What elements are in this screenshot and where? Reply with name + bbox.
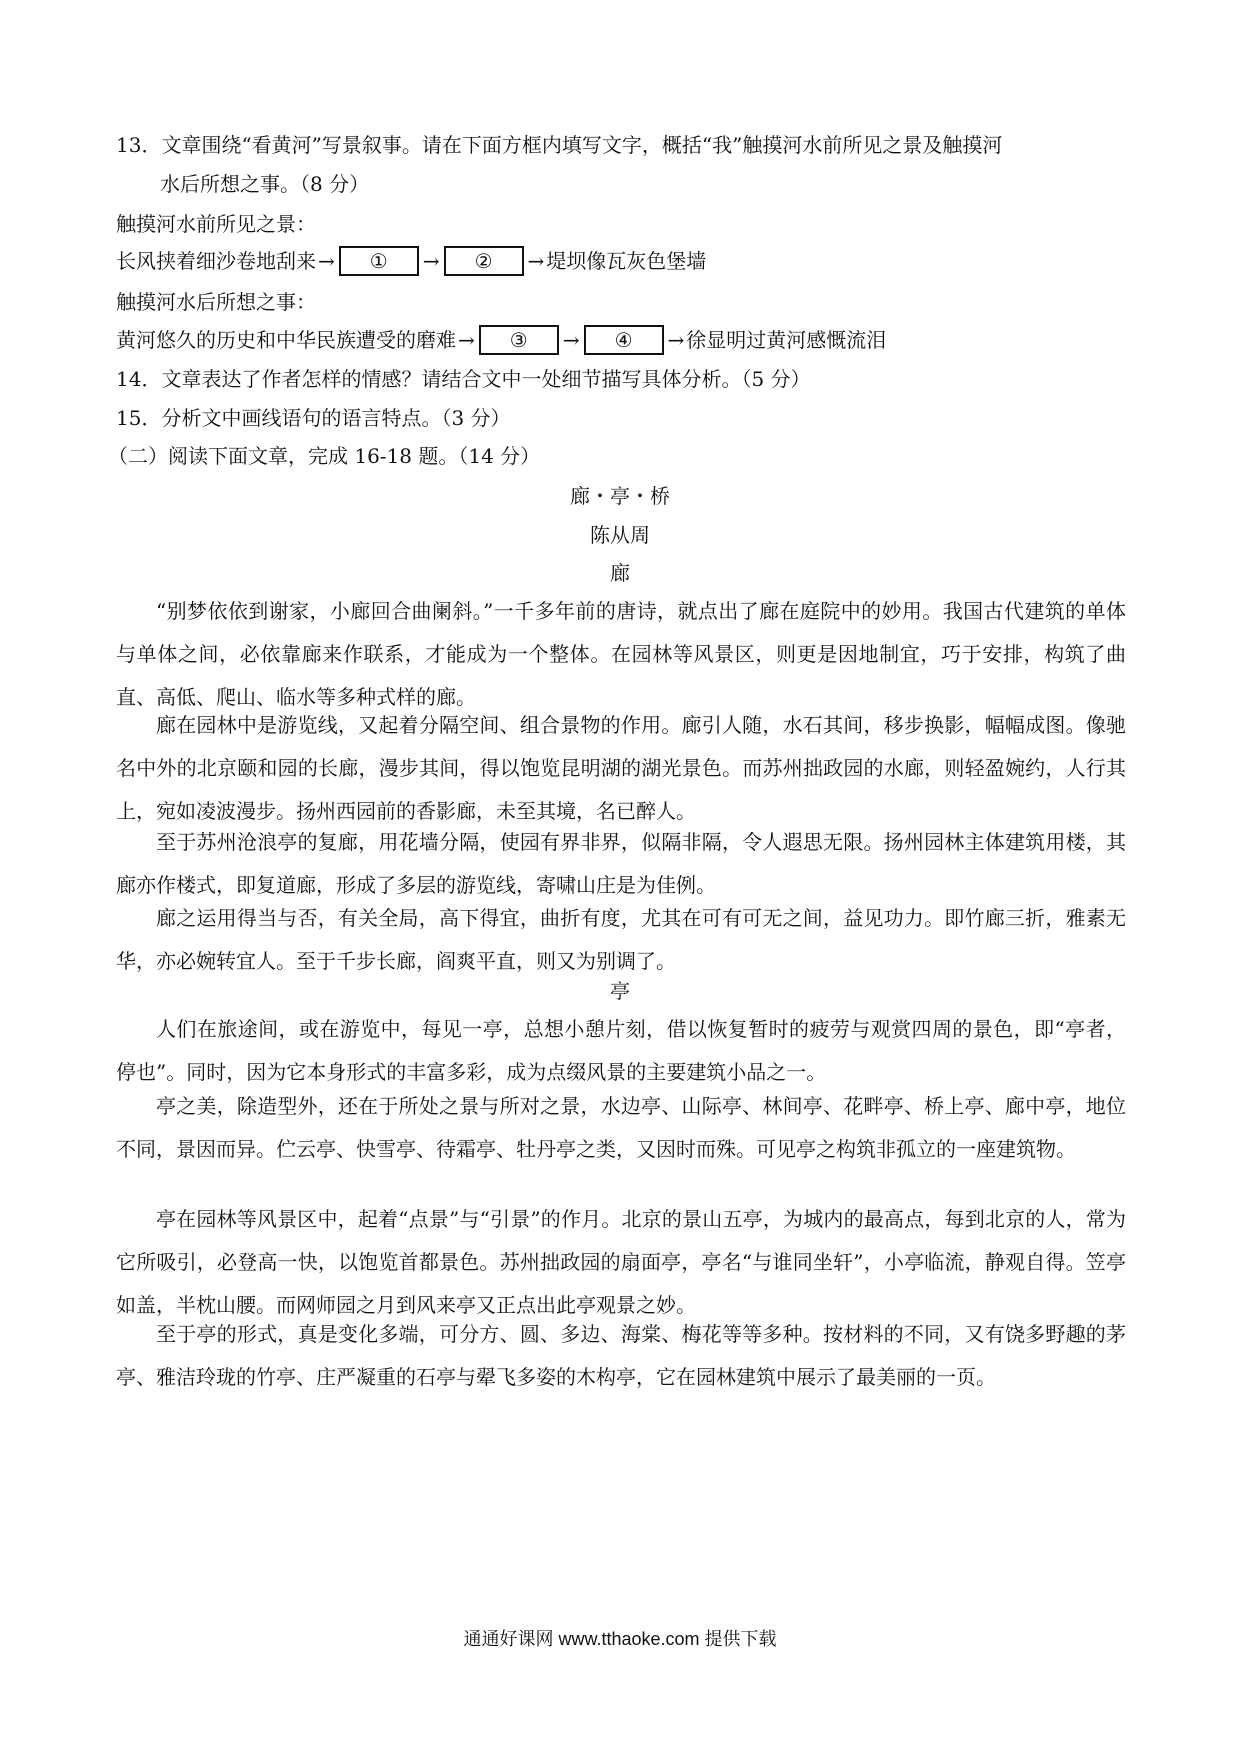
arrow-icon: → — [667, 328, 685, 352]
section2-heading: （二）阅读下面文章，完成 16-18 题。（14 分） — [108, 444, 541, 468]
thought-flow-diagram — [116, 325, 886, 355]
ting-para-1: 人们在旅途间，或在游览中，每见一亭，总想小憩片刻，借以恢复暂时的疲劳与观赏四周的景色，即“亭者，停也”。同时，因为它本身形式的丰富多彩，成为点缀风景的主要建筑小品之一。 — [116, 1017, 1126, 1084]
ting-para-2: 亭之美，除造型外，还在于所处之景与所对之景，水边亭、山际亭、林间亭、花畔亭、桥上亭、廊中亭，地位不同，景因而异。伫云亭、快雪亭、待霜亭、牡丹亭之类，又因时而殊。可见亭之构筑非孤立的一座建筑物。 — [116, 1094, 1126, 1161]
answer-box-3: ③ — [479, 325, 559, 355]
answer-box-1: ① — [339, 246, 419, 276]
ting-para-4: 至于亭的形式，真是变化多端，可分方、圆、多边、海棠、梅花等等多种。按材料的不同，又有饶多野趣的茅亭、雅洁玲珑的竹亭、庄严凝重的石亭与翚飞多姿的木构亭，它在园林建筑中展示了最美丽的一页。 — [116, 1322, 1126, 1389]
seen-flow-end: 堤坝像瓦灰色堡墙 — [546, 249, 707, 273]
answer-box-2: ② — [444, 246, 524, 276]
page-footer: 通通好课网 www.tthaoke.com 提供下载 — [463, 1629, 777, 1649]
article-title: 廊・亭・桥 — [570, 484, 670, 508]
arrow-icon: → — [422, 249, 440, 273]
q13-seen-label: 触摸河水前所见之景： — [116, 212, 316, 236]
q13-line1: 13．文章围绕“看黄河”写景叙事。请在下面方框内填写文字，概括“我”触摸河水前所见之景及触摸河 — [116, 133, 1003, 157]
lang-para-2: 廊在园林中是游览线，又起着分隔空间、组合景物的作用。廊引人随，水石其间，移步换影，幅幅成图。像驰名中外的北京颐和园的长廊，漫步其间，得以饱览昆明湖的湖光景色。而苏州拙政园的水廊，则轻盈婉约，人行其上，宛如凌波漫步。扬州西园前的香影廊，未至其境，名已醉人。 — [116, 713, 1126, 823]
arrow-icon: → — [527, 249, 545, 273]
thought-flow-start: 黄河悠久的历史和中华民族遭受的磨难 — [116, 328, 456, 352]
q14-text: 14．文章表达了作者怎样的情感？请结合文中一处细节描写具体分析。（5 分） — [116, 367, 811, 391]
ting-para-3: 亭在园林等风景区中，起着“点景”与“引景”的作月。北京的景山五亭，为城内的最高点，每到北京的人，常为它所吸引，必登高一快，以饱览首都景色。苏州拙政园的扇面亭，亭名“与谁同坐轩”，小亭临流，静观自得。笠亭如盖，半枕山腰。而网师园之月到风来亭又正点出此亭观景之妙。 — [116, 1207, 1126, 1317]
heading-ting: 亭 — [610, 979, 630, 1003]
seen-flow-diagram — [116, 246, 706, 276]
arrow-icon: → — [318, 249, 335, 273]
q13-thought-label: 触摸河水后所想之事： — [116, 290, 316, 314]
answer-box-4: ④ — [584, 325, 664, 355]
seen-flow-start: 长风挟着细沙卷地刮来 — [116, 249, 316, 273]
q15-text: 15．分析文中画线语句的语言特点。（3 分） — [116, 406, 511, 430]
thought-flow-end: 徐显明过黄河感慨流泪 — [686, 328, 887, 352]
lang-para-1: “别梦依依到谢家，小廊回合曲阑斜。”一千多年前的唐诗，就点出了廊在庭院中的妙用。我国古代建筑的单体与单体之间，必依靠廊来作联系，才能成为一个整体。在园林等风景区，则更是因地制宜，巧于安排，构筑了曲直、高低、爬山、临水等多种式样的廊。 — [116, 599, 1126, 709]
lang-para-4: 廊之运用得当与否，有关全局，高下得宜，曲折有度，尤其在可有可无之间，益见功力。即竹廊三折，雅素无华，亦必婉转宜人。至于千步长廊，阎爽平直，则又为别调了。 — [116, 906, 1126, 973]
article-author: 陈从周 — [590, 523, 650, 547]
arrow-icon: → — [562, 328, 580, 352]
q13-line2: 水后所想之事。（8 分） — [160, 172, 370, 196]
arrow-icon: → — [458, 328, 475, 352]
lang-para-3: 至于苏州沧浪亭的复廊，用花墙分隔，使园有界非界，似隔非隔，令人遐思无限。扬州园林主体建筑用楼，其廊亦作楼式，即复道廊，形成了多层的游览线，寄啸山庄是为佳例。 — [116, 830, 1126, 897]
heading-lang: 廊 — [610, 561, 630, 585]
